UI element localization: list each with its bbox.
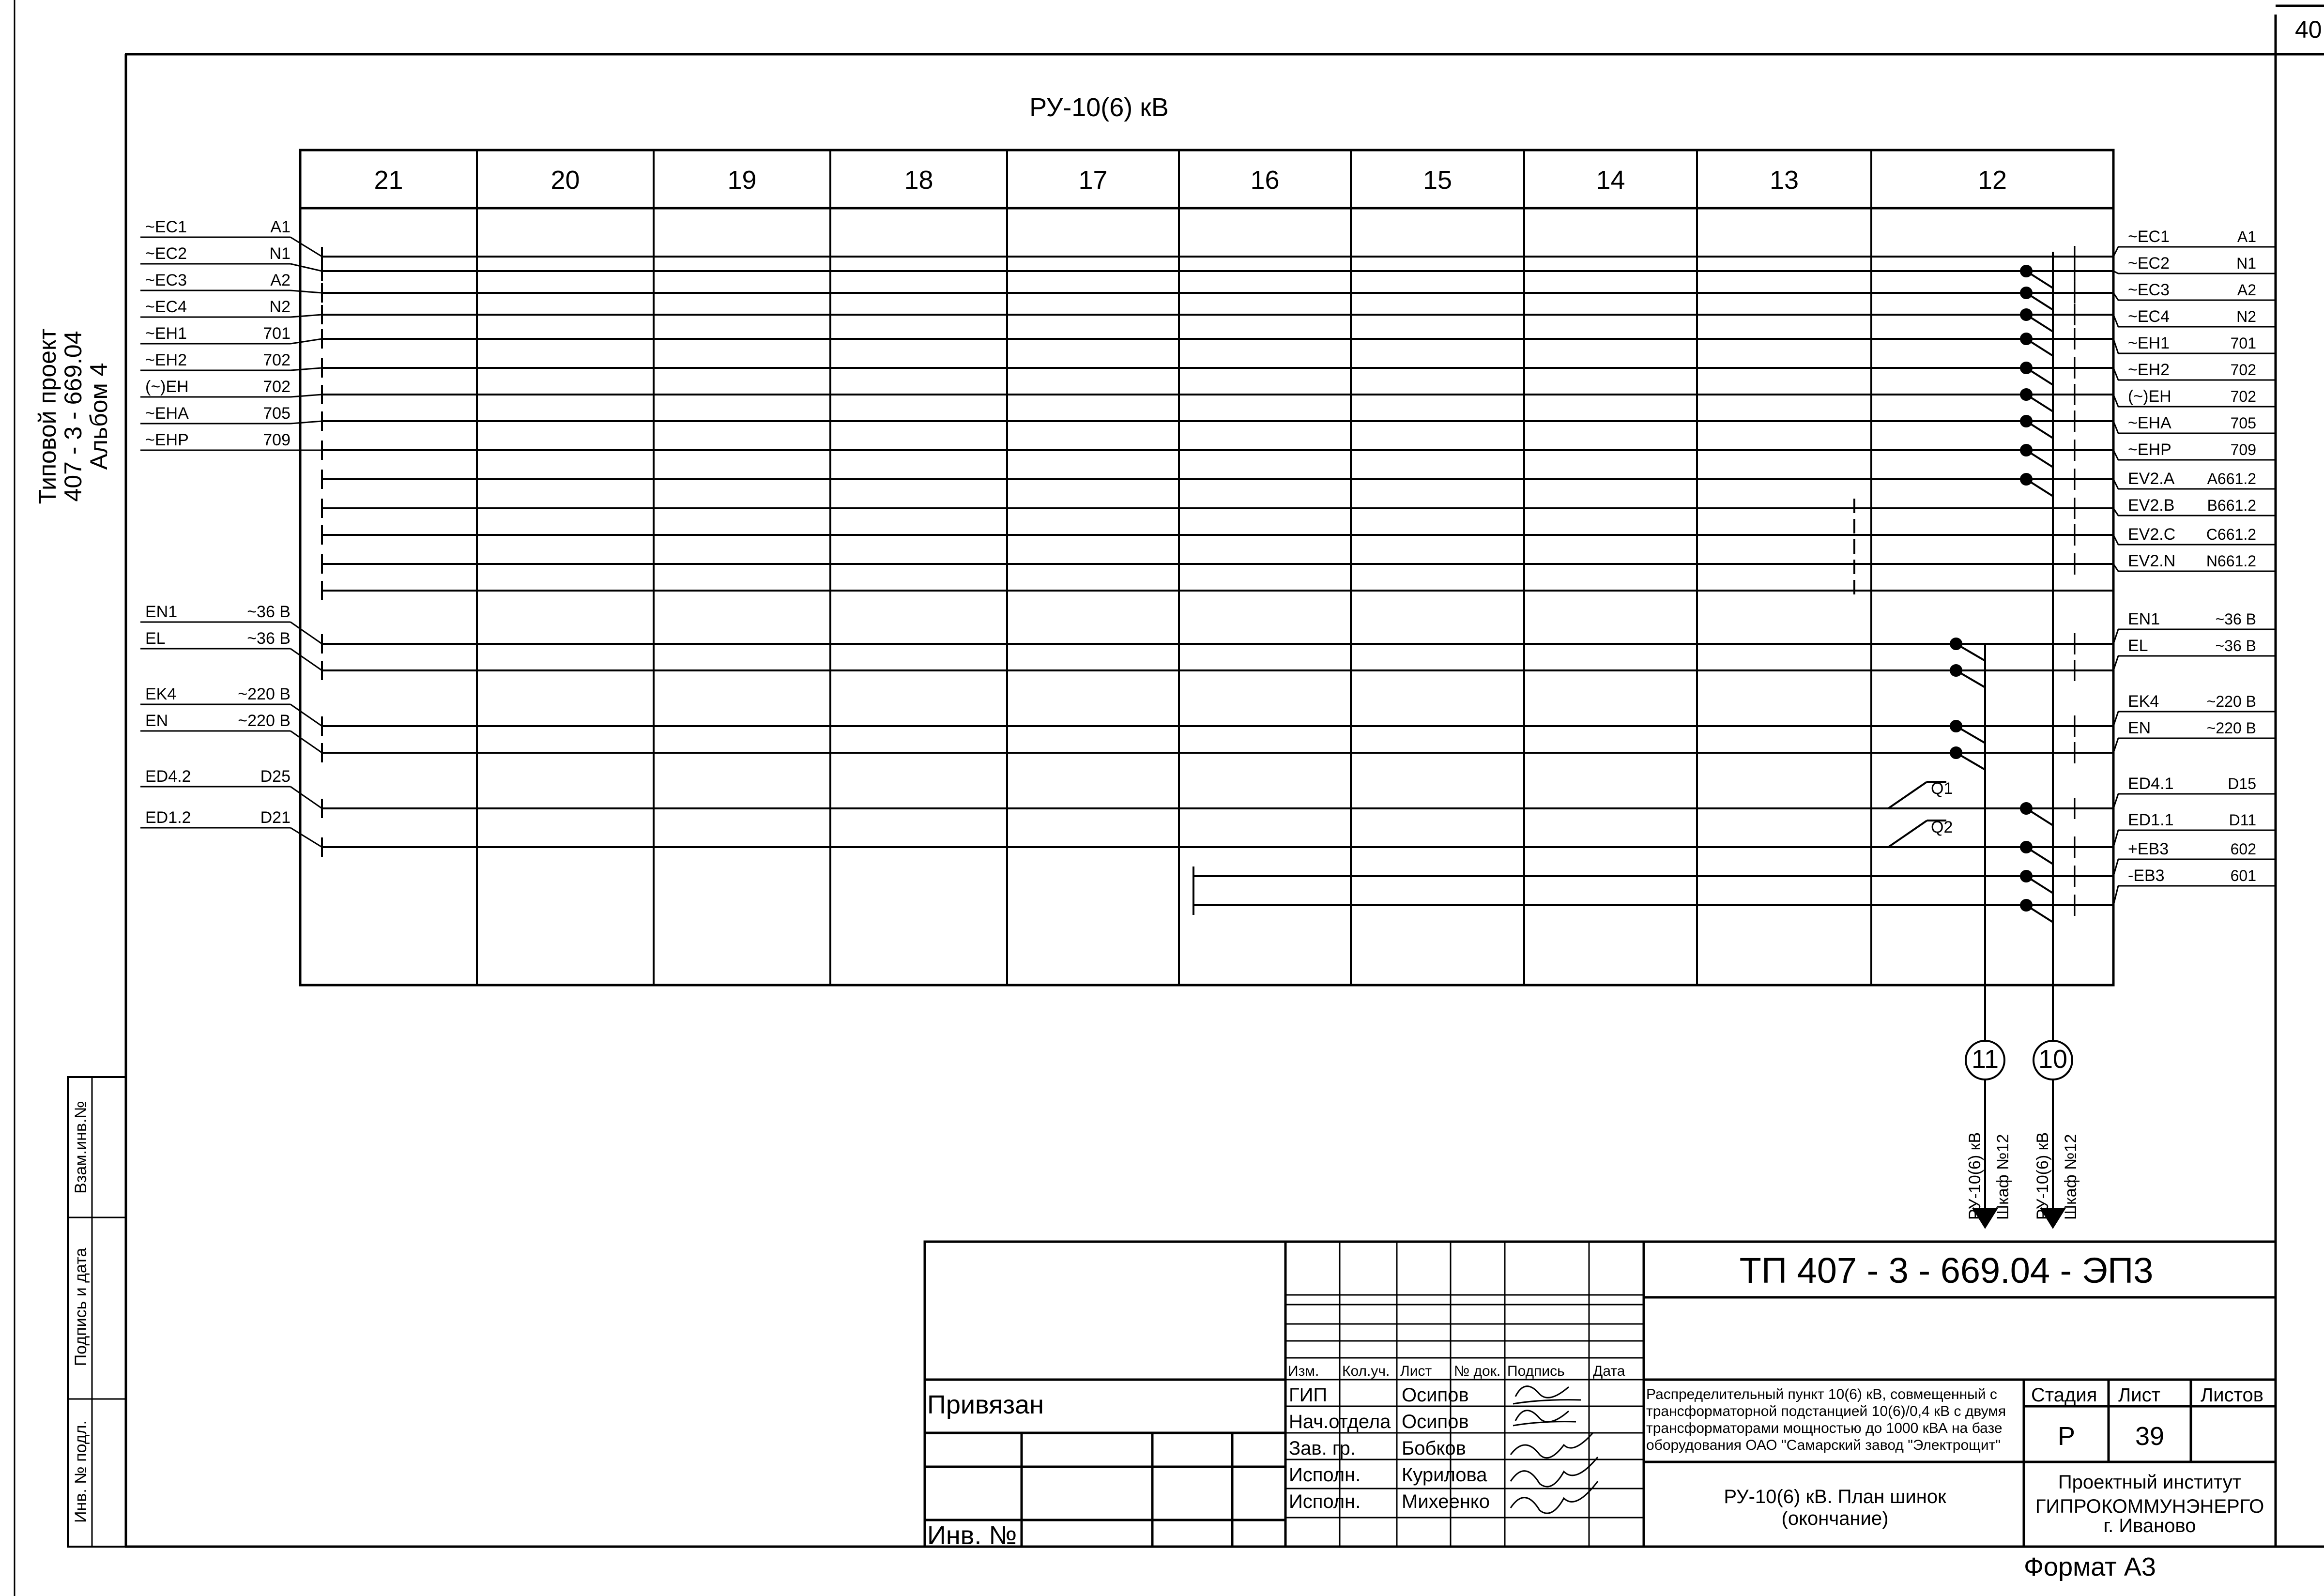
right-label-name: ~ЕНА — [2128, 414, 2171, 432]
header-ndok: № док. — [1454, 1363, 1501, 1379]
page-number: 40 — [2295, 16, 2322, 43]
right-label-code: 702 — [2230, 361, 2256, 379]
column-dividers — [477, 150, 1871, 985]
signatory-name: Михеенко — [1402, 1491, 1490, 1512]
header-podpis: Подпись — [1507, 1363, 1565, 1379]
column-header-17: 17 — [1078, 166, 1108, 195]
left-label-code: ~220 В — [238, 685, 290, 703]
right-label-code: ~36 В — [2215, 610, 2256, 628]
left-label-code: 701 — [263, 324, 290, 343]
right-label-code: 601 — [2230, 867, 2256, 884]
right-label-name: ~ЕС3 — [2128, 281, 2170, 299]
tap-link — [2026, 315, 2053, 332]
tap-link — [2026, 293, 2053, 310]
org-line2: ГИПРОКОММУНЭНЕРГО — [2035, 1496, 2264, 1517]
left-label-code: 702 — [263, 351, 290, 369]
sheet-title-line1: РУ-10(6) кВ. План шинок — [1724, 1486, 1946, 1507]
right-label-code: N661.2 — [2206, 552, 2256, 570]
right-label-code: C661.2 — [2206, 526, 2256, 543]
right-label-name: ~ЕН1 — [2128, 334, 2170, 352]
left-connector — [290, 290, 322, 293]
right-label-name: EK4 — [2128, 692, 2159, 711]
tap-link — [2026, 847, 2053, 864]
left-label-code: 705 — [263, 404, 290, 423]
right-label-code: 701 — [2230, 334, 2256, 352]
left-label-name: ~ЕНА — [145, 404, 189, 423]
column-header-18: 18 — [904, 166, 933, 195]
cable-11-number: 11 — [1971, 1045, 1999, 1074]
right-label-name: EV2.C — [2128, 525, 2176, 544]
org-line3: г. Иваново — [2103, 1515, 2196, 1536]
description-line1: Распределительный пункт 10(6) кВ, совмещенный с — [1646, 1386, 1997, 1402]
left-label-code: 709 — [263, 431, 290, 449]
switch-q2: Q2 — [1931, 818, 1953, 836]
right-label-code: N1 — [2236, 255, 2256, 272]
header-list: Лист — [1400, 1363, 1432, 1379]
left-label-code: А2 — [270, 271, 290, 289]
stamp-vzam: Взам.инв.№ — [72, 1101, 90, 1194]
sheets-label: Листов — [2201, 1384, 2263, 1406]
bus-taps — [1951, 266, 2053, 922]
left-connector — [290, 731, 322, 753]
signatory-name: Курилова — [1402, 1464, 1487, 1486]
stamp-podpis: Подпись и дата — [72, 1247, 90, 1367]
right-label-code: ~220 В — [2206, 693, 2256, 710]
tap-link — [2026, 368, 2053, 385]
format-label: Формат А3 — [2024, 1552, 2156, 1581]
left-connector — [290, 622, 322, 644]
signatory-role: Нач.отдела — [1289, 1411, 1391, 1432]
cable-10-number: 10 — [2038, 1045, 2068, 1074]
right-label-code: ~220 В — [2206, 719, 2256, 737]
left-connector — [290, 264, 322, 271]
left-connector — [290, 421, 322, 424]
left-label-code: ~36 В — [247, 629, 290, 648]
left-connector — [290, 704, 322, 726]
left-connector — [290, 237, 322, 257]
column-header-20: 20 — [550, 166, 580, 195]
right-label-code: 702 — [2230, 388, 2256, 405]
switchgear-panel — [300, 150, 2113, 985]
right-label-code: 602 — [2230, 840, 2256, 858]
right-label-code: 705 — [2230, 414, 2256, 432]
right-label-code: N2 — [2236, 308, 2256, 325]
sheet-title-line2: (окончание) — [1781, 1508, 1889, 1529]
header-kolvo: Кол.уч. — [1342, 1363, 1390, 1379]
signatory-name: Бобков — [1402, 1438, 1466, 1459]
left-label-name: EL — [145, 629, 166, 648]
right-label-code: A661.2 — [2207, 470, 2256, 487]
left-connector — [290, 828, 322, 847]
left-label-code: D21 — [260, 808, 290, 827]
right-label-code: ~36 В — [2215, 637, 2256, 654]
sheet-label: Лист — [2118, 1384, 2160, 1406]
signature-marks — [1511, 1386, 1598, 1513]
right-label-name: EV2.A — [2128, 470, 2175, 488]
tap-link — [2026, 395, 2053, 411]
left-connector — [290, 395, 322, 397]
header-izm: Изм. — [1288, 1363, 1319, 1379]
right-label-code: А1 — [2237, 228, 2256, 245]
tap-link — [1956, 726, 1985, 743]
right-label-name: ~ЕС2 — [2128, 254, 2170, 273]
right-label-name: ~ЕНР — [2128, 441, 2171, 459]
right-label-code: 709 — [2230, 441, 2256, 458]
bus-lines — [322, 247, 2113, 915]
right-label-name: +EB3 — [2128, 840, 2169, 858]
tap-link — [2026, 808, 2053, 825]
left-connector — [290, 368, 322, 370]
cable-10-dest2: Шкаф №12 — [2062, 1134, 2080, 1220]
column-header-19: 19 — [727, 166, 757, 195]
signatory-name: Осипов — [1402, 1384, 1469, 1406]
left-label-code: А1 — [270, 218, 290, 236]
description-line3: трансформаторами мощностью до 1000 кВА на базе — [1646, 1420, 2003, 1436]
left-connector — [290, 649, 322, 670]
tap-link — [2026, 876, 2053, 893]
right-label-name: ~ЕС1 — [2128, 228, 2170, 246]
left-label-code: ~36 В — [247, 603, 290, 621]
right-label-code: B661.2 — [2207, 497, 2256, 514]
left-label-name: EN1 — [145, 603, 178, 621]
right-label-name: EV2.N — [2128, 552, 2176, 570]
cable-11-dest2: Шкаф №12 — [1994, 1134, 2012, 1220]
column-header-13: 13 — [1769, 166, 1799, 195]
column-header-16: 16 — [1250, 166, 1280, 195]
right-label-name: EV2.B — [2128, 496, 2175, 515]
signatory-list — [1289, 1384, 1490, 1512]
stage-value: Р — [2057, 1422, 2076, 1451]
left-label-name: ~ЕС2 — [145, 244, 187, 263]
left-label-name: ~ЕН1 — [145, 324, 187, 343]
sheet-value: 39 — [2135, 1422, 2165, 1451]
stage-label: Стадия — [2031, 1384, 2097, 1406]
left-label-name: ~ЕН2 — [145, 351, 187, 369]
right-label-name: -EB3 — [2128, 866, 2165, 885]
description-line2: трансформаторной подстанцией 10(6)/0,4 кВ с двумя — [1646, 1403, 2006, 1419]
signatory-role: Исполн. — [1289, 1464, 1361, 1486]
tap-link — [2026, 421, 2053, 438]
left-connector — [290, 339, 322, 344]
tap-link — [2026, 450, 2053, 467]
left-label-name: ~ЕС3 — [145, 271, 187, 289]
left-label-name: (~)ЕН — [145, 378, 189, 396]
right-label-name: EL — [2128, 637, 2148, 655]
right-label-name: (~)ЕН — [2128, 387, 2171, 406]
left-label-code: ~220 В — [238, 712, 290, 730]
cable-10-dest1: РУ-10(6) кВ — [2034, 1132, 2052, 1220]
tap-link — [2026, 339, 2053, 356]
left-label-name: EN — [145, 712, 168, 730]
right-label-table — [2075, 228, 2276, 916]
right-label-code: D11 — [2229, 811, 2256, 829]
left-label-code: N2 — [269, 298, 290, 316]
diagram-title: РУ-10(6) кВ — [1029, 93, 1169, 122]
cable-11-dest1: РУ-10(6) кВ — [1966, 1132, 1984, 1220]
column-headers — [374, 166, 2007, 195]
side-caption-line2: 407 - 3 - 669.04 — [60, 331, 87, 502]
tap-link — [1956, 753, 1985, 770]
right-label-name: ED4.1 — [2128, 775, 2174, 793]
signatory-name: Осипов — [1402, 1411, 1469, 1432]
stamp-inv: Инв. № подл. — [72, 1420, 90, 1523]
tap-link — [1956, 670, 1985, 687]
column-header-15: 15 — [1422, 166, 1452, 195]
left-connector — [290, 787, 322, 808]
inv-no-label: Инв. № — [927, 1521, 1017, 1550]
column-header-12: 12 — [1977, 166, 2007, 195]
left-label-name: EK4 — [145, 685, 177, 703]
right-label-name: ~ЕС4 — [2128, 307, 2170, 326]
right-label-code: D15 — [2228, 775, 2256, 792]
side-caption — [34, 329, 112, 504]
left-label-code: D25 — [260, 767, 290, 786]
left-label-name: ~ЕС4 — [145, 298, 187, 316]
doc-code: ТП 407 - 3 - 669.04 - ЭП3 — [1739, 1250, 2154, 1291]
tap-link — [2026, 479, 2053, 496]
right-label-name: ~ЕН2 — [2128, 361, 2170, 379]
column-header-14: 14 — [1596, 166, 1625, 195]
signatory-role: Зав. гр. — [1289, 1438, 1356, 1459]
right-label-code: А2 — [2237, 281, 2256, 299]
left-label-name: ~ЕНР — [145, 431, 189, 449]
left-connector — [290, 315, 322, 317]
side-caption-line1: Типовой проект — [34, 328, 61, 504]
right-label-name: EN — [2128, 719, 2151, 737]
tap-link — [2026, 271, 2053, 288]
left-label-code: N1 — [269, 244, 290, 263]
left-label-name: ~ЕС1 — [145, 218, 187, 236]
cable-trunks — [1973, 252, 2068, 1227]
left-label-code: 702 — [263, 378, 290, 396]
signatory-role: ГИП — [1289, 1384, 1328, 1406]
switch-q1: Q1 — [1931, 779, 1953, 798]
tap-link — [2026, 905, 2053, 922]
left-label-name: ED4.2 — [145, 767, 191, 786]
header-data: Дата — [1593, 1363, 1625, 1379]
description-line4: оборудования ОАО "Самарский завод "Электрощит" — [1646, 1437, 2001, 1453]
privyazan-label: Привязан — [927, 1390, 1044, 1419]
left-label-table — [140, 218, 322, 847]
right-label-name: ED1.1 — [2128, 811, 2174, 829]
tap-link — [1956, 644, 1985, 661]
left-label-name: ED1.2 — [145, 808, 191, 827]
org-line1: Проектный институт — [2058, 1472, 2242, 1493]
column-header-21: 21 — [374, 166, 403, 195]
side-caption-line3: Альбом 4 — [85, 363, 112, 470]
signatory-role: Исполн. — [1289, 1491, 1361, 1512]
right-label-name: EN1 — [2128, 610, 2160, 628]
